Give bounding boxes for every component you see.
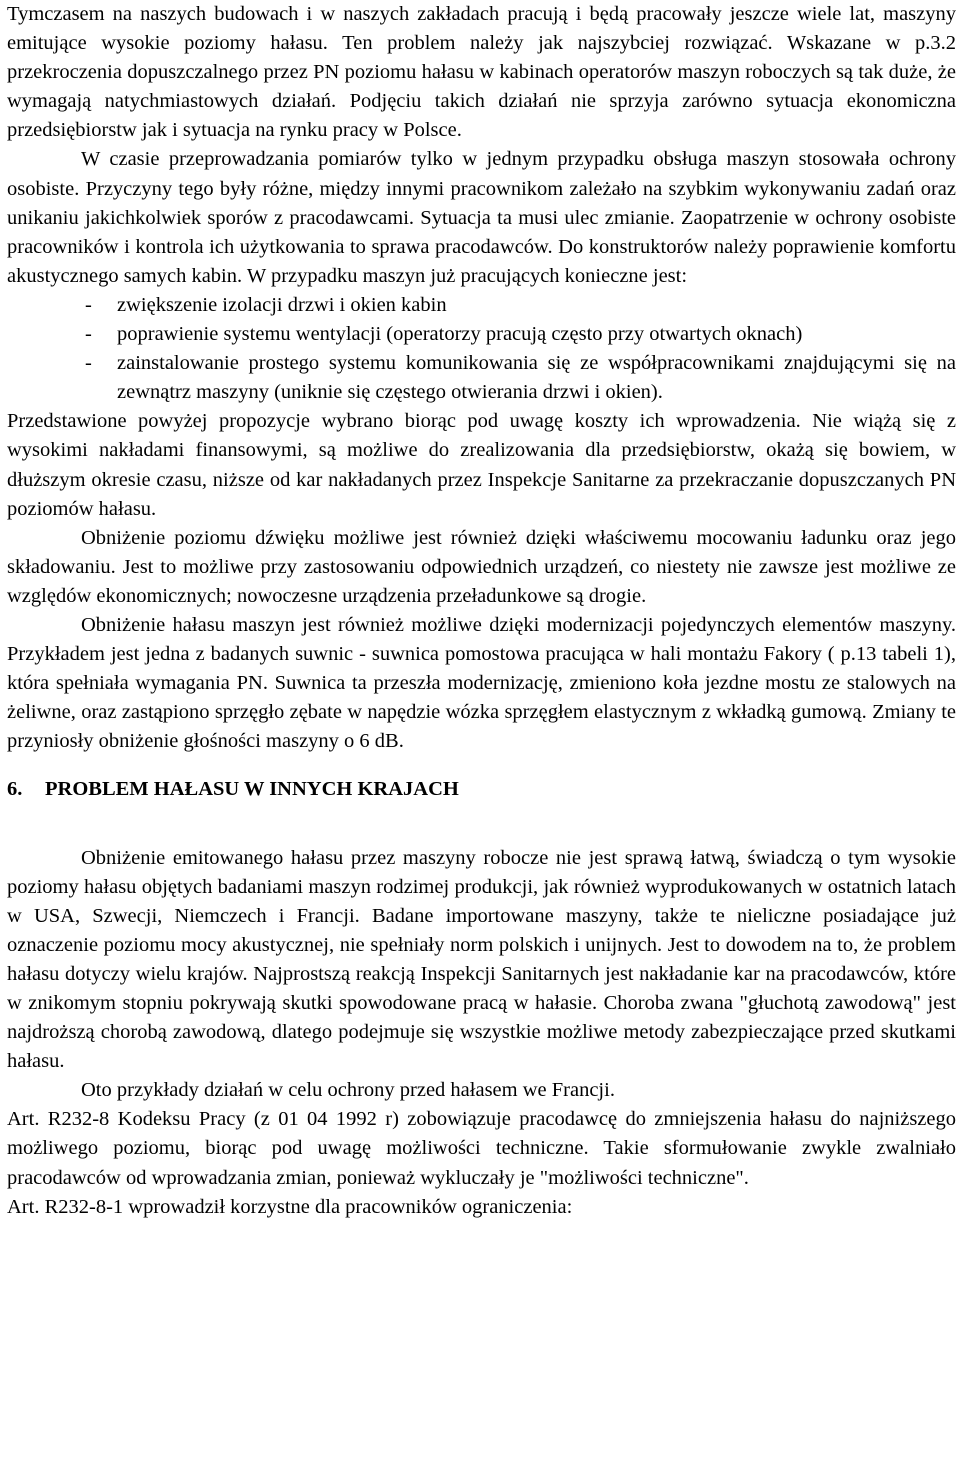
- section-number: 6.: [7, 778, 23, 801]
- paragraph-crane-modernization: Obniżenie hałasu maszyn jest również możliwe dzięki modernizacji pojedynczych elementów maszyny. Przykładem jest jedna z badanych suwnic - suwnica pomostowa pracująca w hali montażu Fakory ( p.13 tabeli 1), która spełniała wymagania PN. Suwnica ta przeszła modernizację, zmieniono koła jezdne mostu ze stalowych na żeliwne, oraz zastąpiono sprzęgło zębate w napędzie wózka sprzęgłem elastycznym z wkładką gumową. Zmiany te przyniosły obniżenie głośności maszyny o 6 dB.: [7, 613, 956, 753]
- section-heading: [7, 756, 956, 843]
- list-item-text: zwiększenie izolacji drzwi i okien kabin: [117, 293, 447, 316]
- paragraph-construction-noise: Tymczasem na naszych budowach i w naszych zakładach pracują i będą pracowały jeszcze wiele lat, maszyny emitujące wysokie poziomy hałasu. Ten problem należy jak najszybciej rozwiązać. Wskazane w p.3.2 przekroczenia dopuszczalnego przez PN poziomu hałasu w kabinach operatorów maszyn roboczych są tak duże, że wymagają natychmiastowych działań. Podjęciu takich działań nie sprzyja zarówno sytuacja ekonomiczna przedsiębiorstw jak i sytuacja na rynku pracy w Polsce.: [7, 3, 956, 142]
- list-item: [85, 349, 956, 407]
- list-dash: -: [85, 352, 92, 375]
- paragraph-france-examples: Oto przykłady działań w celu ochrony przed hałasem we Francji.: [81, 1079, 615, 1102]
- section-title: PROBLEM HAŁASU W INNYCH KRAJACH: [45, 778, 459, 801]
- list-item-text: poprawienie systemu wentylacji (operatorzy pracują często przy otwartych oknach): [117, 323, 803, 346]
- paragraph-article-r232-8: Art. R232-8 Kodeksu Pracy (z 01 04 1992 r) zobowiązuje pracodawcę do zmniejszenia hałasu do najniższego możliwego poziomu, biorąc pod uwagę możliwości techniczne. Takie sformułowanie zwykle zwalniało pracodawców od wprowadzania zmian, ponieważ wykluczały je "możliwości techniczne".: [7, 1108, 956, 1189]
- required-measures-list: [7, 291, 956, 407]
- paragraph-personal-protection: W czasie przeprowadzania pomiarów tylko w jednym przypadku obsługa maszyn stosowała ochrony osobiste. Przyczyny tego były różne, między innymi pracownikom zależało na szybkim wykonywaniu zadań oraz unikaniu jakichkolwiek sporów z pracodawcami. Sytuacja ta musi ulec zmianie. Zaopatrzenie w ochrony osobiste pracowników i kontrola ich użytkowania to sprawa pracodawców. Do konstruktorów należy poprawienie komfortu akustycznego samych kabin. W przypadku maszyn już pracujących konieczne jest:: [7, 148, 956, 287]
- paragraph-load-securing: Obniżenie poziomu dźwięku możliwe jest również dzięki właściwemu mocowaniu ładunku oraz jego składowaniu. Jest to możliwe przy zastosowaniu odpowiednich urządzeń, co niestety nie zawsze jest możliwe ze względów ekonomicznych; nowoczesne urządzenia przeładunkowe są drogie.: [7, 526, 956, 607]
- list-item-text: zainstalowanie prostego systemu komunikowania się ze współpracownikami znajdującymi się na zewnątrz maszyny (uniknie się częstego otwierania drzwi i okien).: [117, 352, 956, 404]
- paragraph-proposals-costs: Przedstawione powyżej propozycje wybrano biorąc pod uwagę koszty ich wprowadzenia. Nie wiążą się z wysokimi nakładami finansowymi, są możliwe do zrealizowania dla przedsiębiorstw, okażą się bowiem, w dłuższym okresie czasu, niższe od kar nakładanych przez Inspekcje Sanitarne za przekraczanie dopuszczanych PN poziomów hałasu.: [7, 410, 956, 520]
- paragraph-noise-other-countries: Obniżenie emitowanego hałasu przez maszyny robocze nie jest sprawą łatwą, świadczą o tym wysokie poziomy hałasu objętych badaniami maszyn rodzimej produkcji, jak również wyprodukowanych w ostatnich latach w USA, Szwecji, Niemczech i Francji. Badane importowane maszyny, także te nieliczne posiadające już oznaczenie poziomu mocy akustycznej, nie spełniały norm polskich i unijnych. Jest to dowodem na to, że problem hałasu dotyczy wielu krajów. Najprostszą reakcją Inspekcji Sanitarnych jest nakładanie kar na pracodawców, które w znikomym stopniu pokrywają skutki spowodowane pracą w hałasie. Choroba zwana "głuchotą zawodową" jest najdroższą chorobą zawodową, dlatego podejmuje się wszystkie możliwe metody zabezpieczające przed skutkami hałasu.: [7, 846, 956, 1073]
- list-dash: -: [85, 323, 92, 346]
- list-item: [85, 320, 956, 349]
- list-item: [85, 291, 956, 320]
- list-dash: -: [85, 293, 92, 316]
- paragraph-article-r232-8-1: Art. R232-8-1 wprowadził korzystne dla pracowników ograniczenia:: [7, 1195, 573, 1218]
